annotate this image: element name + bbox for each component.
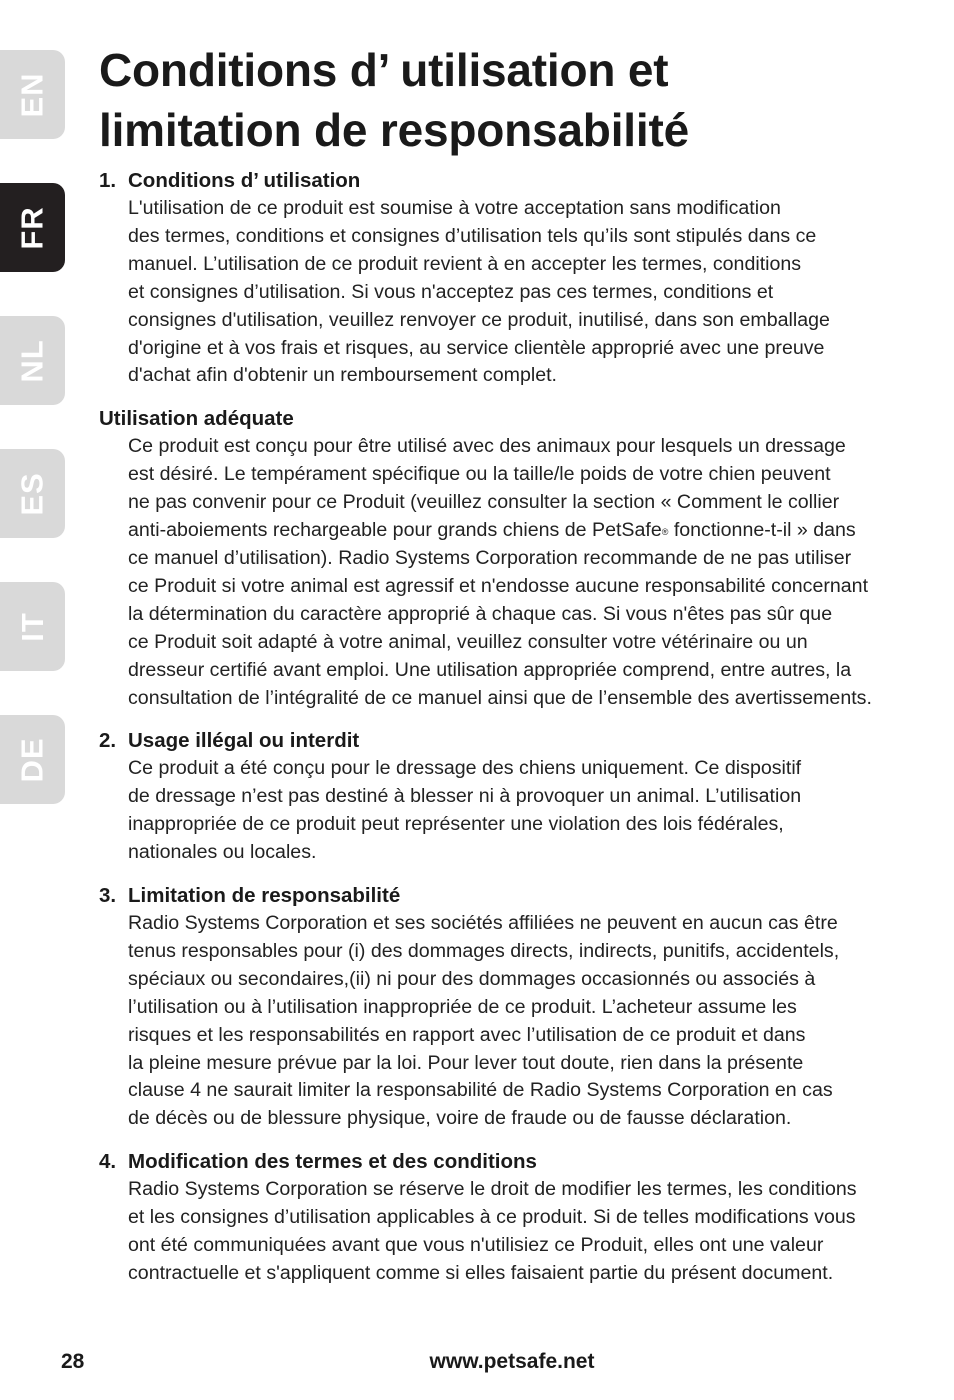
page-title-line-2: limitation de responsabilité <box>99 104 689 156</box>
section-number: 4. <box>99 1150 117 1174</box>
body-line: inappropriée de ce produit peut représenter une violation des lois fédérales, <box>128 813 784 836</box>
page-title-line-1: Conditions d’ utilisation et <box>99 44 669 96</box>
section-body <box>128 1176 909 1288</box>
section-title: Conditions d’ utilisation <box>128 169 361 192</box>
section-heading <box>99 882 909 910</box>
body-line: des termes, conditions et consignes d’utilisation tels qu’ils sont stipulés dans ce <box>128 224 817 247</box>
body-line: ce manuel d’utilisation). Radio Systems Corporation recommande de ne pas utiliser <box>128 546 852 569</box>
body-line: la détermination du caractère approprié à chaque cas. Si vous n'êtes pas sûr que <box>128 602 833 625</box>
body-line: tenus responsables pour (i) des dommages directs, indirects, punitifs, accidentels, <box>128 939 840 962</box>
section-utilisation-adequate <box>99 405 909 712</box>
lang-tab-label: IT <box>14 611 50 642</box>
body-line-text: anti-aboiements rechargeable pour grands chiens de PetSafe <box>128 519 662 542</box>
section-title: Modification des termes et des conditions <box>128 1150 537 1174</box>
body-line: de décès ou de blessure physique, voire de fraude ou de fausse déclaration. <box>128 1107 792 1130</box>
body-line: Radio Systems Corporation se réserve le droit de modifier les termes, les conditions <box>128 1178 857 1201</box>
lang-tab-label: DE <box>14 736 50 783</box>
body-line: spéciaux ou secondaires,(ii) ni pour des dommages occasionnés ou associés à <box>128 967 816 990</box>
lang-tab-label: EN <box>14 71 50 118</box>
body-line: Ce produit a été conçu pour le dressage des chiens uniquement. Ce dispositif <box>128 757 802 780</box>
lang-tab-de[interactable] <box>0 715 65 804</box>
section-title: Usage illégal ou interdit <box>128 729 360 753</box>
section-title: Utilisation adéquate <box>99 407 294 431</box>
lang-tab-label: ES <box>14 471 50 516</box>
body-line-text: fonctionne-t-il » dans <box>668 519 856 542</box>
section-number: 3. <box>99 884 117 908</box>
body-line: l’utilisation ou à l’utilisation inappropriée de ce produit. L’acheteur assume les <box>128 995 797 1018</box>
section-title: Limitation de responsabilité <box>128 884 401 908</box>
body-line: clause 4 ne saurait limiter la responsabilité de Radio Systems Corporation en cas <box>128 1079 833 1102</box>
section-body <box>128 433 909 712</box>
lang-tab-fr[interactable] <box>0 183 65 272</box>
footer-url[interactable]: www.petsafe.net <box>429 1350 595 1373</box>
section-usage-illegal <box>99 727 909 867</box>
body-line: nationales ou locales. <box>128 841 317 864</box>
section-heading <box>99 405 909 433</box>
section-conditions-utilisation <box>99 167 909 390</box>
terms-content <box>99 167 909 1303</box>
page-title <box>99 40 899 160</box>
body-line: la pleine mesure prévue par la loi. Pour lever tout doute, rien dans la présente <box>128 1051 804 1074</box>
body-line: consultation de l’intégralité de ce manuel ainsi que de l’ensemble des avertissements. <box>128 686 872 709</box>
section-heading <box>99 727 909 755</box>
body-line: ne pas convenir pour ce Produit (veuillez consulter la section « Comment le collier <box>128 491 840 514</box>
section-number: 1. <box>99 169 117 192</box>
body-line: manuel. L’utilisation de ce produit revient à en accepter les termes, conditions <box>128 252 802 275</box>
registered-mark: ® <box>661 527 669 538</box>
lang-tab-nl[interactable] <box>0 316 65 405</box>
lang-tab-label: NL <box>14 338 50 383</box>
body-line: ce Produit si votre animal est agressif et n'endosse aucune responsabilité concernant <box>128 574 869 597</box>
lang-tab-es[interactable] <box>0 449 65 538</box>
body-line: ont été communiquées avant que vous n'utilisiez ce Produit, elles ont une valeur <box>128 1234 824 1257</box>
body-line: Ce produit est conçu pour être utilisé avec des animaux pour lesquels un dressage <box>128 435 846 458</box>
body-line: contractuelle et s'appliquent comme si elles faisaient partie du présent document. <box>128 1262 834 1284</box>
section-number: 2. <box>99 729 117 753</box>
section-heading <box>99 167 909 195</box>
body-line: L'utilisation de ce produit est soumise à votre acceptation sans modification <box>128 197 781 219</box>
body-line: est désiré. Le tempérament spécifique ou la taille/le poids de votre chien peuvent <box>128 463 831 486</box>
section-modification-termes <box>99 1148 909 1288</box>
section-limitation-responsabilite <box>99 882 909 1133</box>
body-line: consignes d'utilisation, veuillez renvoyer ce produit, inutilisé, dans son emballage <box>128 308 830 331</box>
lang-tab-label: FR <box>14 205 50 250</box>
section-heading <box>99 1148 909 1176</box>
section-body <box>128 755 909 867</box>
lang-tab-en[interactable] <box>0 50 65 139</box>
lang-tab-it[interactable] <box>0 582 65 671</box>
body-line: risques et les responsabilités en rapport avec l’utilisation de ce produit et dans <box>128 1023 806 1046</box>
body-line: Radio Systems Corporation et ses sociétés affiliées ne peuvent en aucun cas être <box>128 912 838 935</box>
body-line: de dressage n’est pas destiné à blesser ni à provoquer un animal. L’utilisation <box>128 785 802 808</box>
body-line: d'origine et à vos frais et risques, au service clientèle approprié avec une preuve <box>128 336 825 359</box>
page-number: 28 <box>61 1350 85 1373</box>
body-line: et les consignes d’utilisation applicables à ce produit. Si de telles modifications vous <box>128 1206 856 1229</box>
section-body <box>128 195 909 390</box>
body-line: ce Produit soit adapté à votre animal, veuillez consulter votre vétérinaire ou un <box>128 630 808 653</box>
section-body <box>128 910 909 1133</box>
body-line: d'achat afin d'obtenir un remboursement complet. <box>128 364 557 387</box>
body-line: dresseur certifié avant emploi. Une utilisation appropriée comprend, entre autres, la <box>128 658 852 681</box>
body-line: et consignes d’utilisation. Si vous n'acceptez pas ces termes, conditions et <box>128 280 774 303</box>
body-line <box>128 517 909 545</box>
